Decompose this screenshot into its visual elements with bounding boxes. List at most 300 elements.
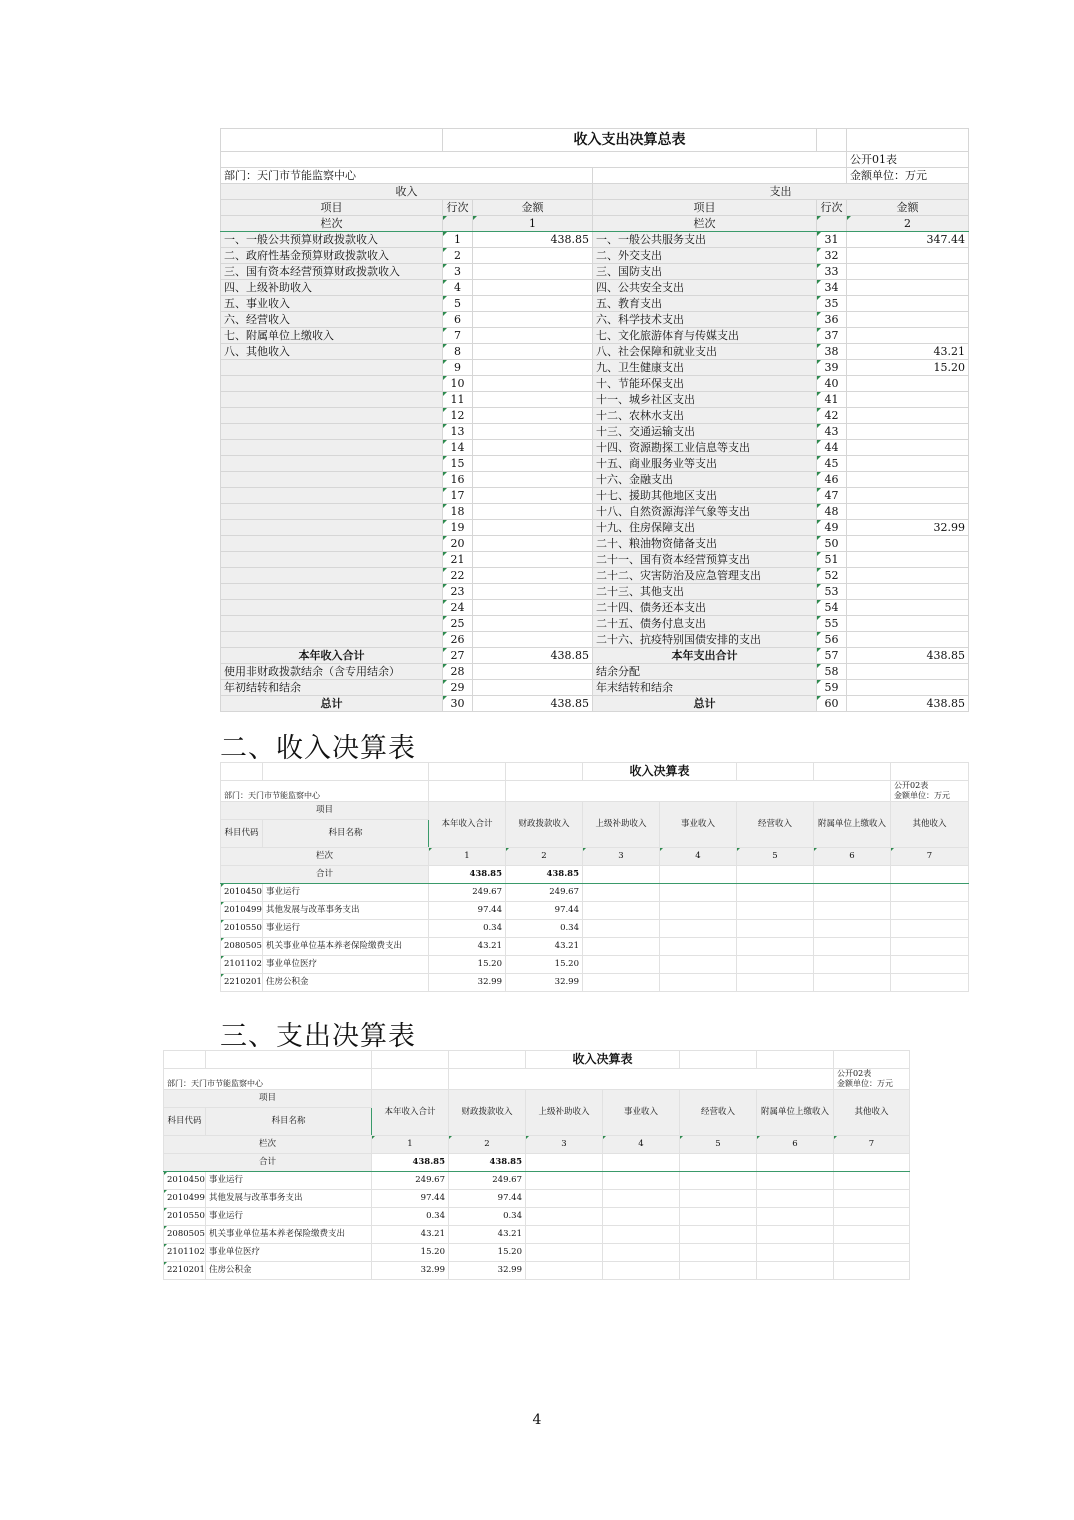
blank-cell [221,152,847,168]
blank-cell [757,1051,834,1069]
income-amount [473,680,593,696]
expense-item: 二十三、其他支出 [593,584,817,600]
income-line: 19 [443,520,473,536]
blank-cell [680,1262,757,1280]
total-value [757,1154,834,1172]
expense-line: 53 [817,584,847,600]
expense-line: 60 [817,696,847,712]
blank-cell [737,938,814,956]
total-value: 438.85 [372,1154,449,1172]
col-order-label: 栏次 [593,216,817,232]
col-item-header: 项目 [593,200,817,216]
expense-item: 总计 [593,696,817,712]
subject-code: 2010450 [164,1172,206,1190]
subject-code: 2080505 [221,938,263,956]
blank-cell [443,216,473,232]
income-amount: 438.85 [473,648,593,664]
unit-label: 金额单位：万元 [847,168,969,184]
income-line: 22 [443,568,473,584]
subject-code: 2010499 [221,902,263,920]
blank-cell [737,902,814,920]
income-amount [473,456,593,472]
section2-heading: 二、收入决算表 [220,733,416,764]
department-label: 部门：天门市节能监察中心 [164,1069,372,1090]
blank-cell [263,763,429,781]
income-line: 3 [443,264,473,280]
income-line: 8 [443,344,473,360]
income-item: 总计 [221,696,443,712]
income-line: 23 [443,584,473,600]
expense-amount [847,584,969,600]
expense-amount [847,488,969,504]
column-header: 经营收入 [737,802,814,848]
income-amount [473,488,593,504]
expense-item: 十四、资源勘探工业信息等支出 [593,440,817,456]
expense-item: 八、社会保障和就业支出 [593,344,817,360]
income-item [221,376,443,392]
row-total: 0.34 [429,920,506,938]
subject-code: 2210201 [221,974,263,992]
expense-line: 47 [817,488,847,504]
income-amount [473,520,593,536]
blank-cell [526,1190,603,1208]
income-item: 本年收入合计 [221,648,443,664]
total-value [660,866,737,884]
col-line-header: 行次 [817,200,847,216]
page-number: 4 [532,1412,542,1428]
order-label: 栏次 [164,1136,372,1154]
total-value [680,1154,757,1172]
blank-cell [526,1262,603,1280]
expense-line: 51 [817,552,847,568]
income-amount [473,408,593,424]
blank-cell [660,902,737,920]
expense-item: 九、卫生健康支出 [593,360,817,376]
income-amount [473,664,593,680]
form-meta [834,1069,910,1090]
column-header: 上级补助收入 [583,802,660,848]
expense-item: 四、公共安全支出 [593,280,817,296]
blank-cell [506,763,583,781]
expense-line: 56 [817,632,847,648]
expense-line: 34 [817,280,847,296]
income-amount [473,376,593,392]
expense-item: 二、外交支出 [593,248,817,264]
blank-cell [680,1226,757,1244]
expense-item: 年末结转和结余 [593,680,817,696]
expense-line: 38 [817,344,847,360]
income-amount [473,312,593,328]
blank-cell [603,1208,680,1226]
project-header: 项目 [221,802,429,820]
income-line: 7 [443,328,473,344]
income-amount: 438.85 [473,696,593,712]
blank-cell [583,884,660,902]
subject-code: 2010550 [221,920,263,938]
code-header: 科目代码 [164,1108,206,1136]
expense-item: 二十六、抗疫特别国债安排的支出 [593,632,817,648]
blank-cell [603,1190,680,1208]
subject-name: 其他发展与改革事务支出 [206,1190,372,1208]
income-line: 15 [443,456,473,472]
income-line: 25 [443,616,473,632]
expense-amount [847,312,969,328]
expense-item: 二十二、灾害防治及应急管理支出 [593,568,817,584]
department-label: 部门：天门市节能监察中心 [221,781,429,802]
blank-cell [834,1244,910,1262]
subject-code: 2101102 [221,956,263,974]
column-number: 1 [429,848,506,866]
column-number: 6 [757,1136,834,1154]
expense-item: 二十一、国有资本经营预算支出 [593,552,817,568]
blank-cell [583,956,660,974]
expense-amount [847,392,969,408]
income-item [221,504,443,520]
expense-amount [847,536,969,552]
income-line: 21 [443,552,473,568]
expense-line: 58 [817,664,847,680]
income-item: 七、附属单位上缴收入 [221,328,443,344]
blank-cell [583,938,660,956]
row-total: 249.67 [372,1172,449,1190]
income-table [220,762,969,992]
column-header: 经营收入 [680,1090,757,1136]
row-total: 97.44 [372,1190,449,1208]
blank-cell [834,1262,910,1280]
blank-cell [891,884,969,902]
expense-line: 52 [817,568,847,584]
row-fiscal: 43.21 [449,1226,526,1244]
column-number: 4 [603,1136,680,1154]
total-value [891,866,969,884]
expense-line: 44 [817,440,847,456]
subject-name: 其他发展与改革事务支出 [263,902,429,920]
income-item: 三、国有资本经营预算财政拨款收入 [221,264,443,280]
row-fiscal: 32.99 [449,1262,526,1280]
income-amount [473,280,593,296]
subject-name: 事业运行 [263,920,429,938]
row-fiscal: 0.34 [506,920,583,938]
col-amount-header: 金额 [847,200,969,216]
total-value [526,1154,603,1172]
column-header: 事业收入 [660,802,737,848]
blank-cell [834,1051,910,1069]
row-fiscal: 249.67 [449,1172,526,1190]
column-number: 6 [814,848,891,866]
expense-amount [847,552,969,568]
expense-amount: 438.85 [847,648,969,664]
row-fiscal: 0.34 [449,1208,526,1226]
blank-cell [757,1226,834,1244]
blank-cell [449,1051,526,1069]
blank-cell [583,920,660,938]
expense-item: 五、教育支出 [593,296,817,312]
total-label: 合计 [221,866,429,884]
blank-cell [583,902,660,920]
blank-cell [817,216,847,232]
subject-name: 住房公积金 [263,974,429,992]
income-amount [473,344,593,360]
blank-cell [603,1262,680,1280]
income-amount [473,264,593,280]
blank-cell [847,129,969,152]
subject-code: 2010499 [164,1190,206,1208]
expense-item: 二十四、债务还本支出 [593,600,817,616]
income-item: 二、政府性基金预算财政拨款收入 [221,248,443,264]
form-code: 公开01表 [847,152,969,168]
table-title: 收入支出决算总表 [443,129,817,152]
expense-item: 二十、粮油物资储备支出 [593,536,817,552]
col-amount-header: 金额 [473,200,593,216]
expense-line: 46 [817,472,847,488]
blank-cell [429,781,506,802]
name-header: 科目名称 [263,820,429,848]
expense-amount: 347.44 [847,232,969,248]
income-line: 6 [443,312,473,328]
expense-amount [847,616,969,632]
expense-item: 十七、援助其他地区支出 [593,488,817,504]
blank-cell [891,763,969,781]
income-item [221,392,443,408]
blank-cell [593,168,847,184]
blank-cell [814,902,891,920]
subject-name: 事业单位医疗 [263,956,429,974]
blank-cell [429,763,506,781]
income-amount [473,616,593,632]
col-item-header: 项目 [221,200,443,216]
blank-cell [891,974,969,992]
blank-cell [526,1172,603,1190]
subject-name: 事业单位医疗 [206,1244,372,1262]
income-item [221,552,443,568]
blank-cell [737,920,814,938]
unit-label: 金额单位：万元 [837,1079,894,1088]
income-amount: 438.85 [473,232,593,248]
unit-label: 金额单位：万元 [894,791,951,800]
blank-cell [891,920,969,938]
form-code: 公开02表 [837,1069,872,1078]
income-item: 五、事业收入 [221,296,443,312]
blank-cell [814,884,891,902]
blank-cell [757,1190,834,1208]
expense-item: 十六、金融支出 [593,472,817,488]
expense-line: 37 [817,328,847,344]
expense-line: 41 [817,392,847,408]
blank-cell [660,938,737,956]
expense-item: 结余分配 [593,664,817,680]
expense-amount [847,280,969,296]
income-line: 30 [443,696,473,712]
blank-cell [680,1172,757,1190]
blank-cell [757,1262,834,1280]
income-item [221,520,443,536]
expense-item: 七、文化旅游体育与传媒支出 [593,328,817,344]
blank-cell [891,938,969,956]
row-fiscal: 249.67 [506,884,583,902]
expense-amount [847,472,969,488]
blank-cell [603,1244,680,1262]
subject-code: 2010550 [164,1208,206,1226]
income-item: 四、上级补助收入 [221,280,443,296]
expense-line: 55 [817,616,847,632]
income-header: 收入 [221,184,593,200]
blank-cell [757,1208,834,1226]
subject-name: 住房公积金 [206,1262,372,1280]
column-number: 5 [737,848,814,866]
form-meta [891,781,969,802]
blank-cell [834,1226,910,1244]
income-line: 4 [443,280,473,296]
col-order-expense: 2 [847,216,969,232]
row-fiscal: 32.99 [506,974,583,992]
income-line: 27 [443,648,473,664]
blank-cell [449,1069,834,1090]
total-value [834,1154,910,1172]
income-item [221,440,443,456]
column-number: 2 [449,1136,526,1154]
expense-amount: 438.85 [847,696,969,712]
subject-code: 2080505 [164,1226,206,1244]
blank-cell [834,1208,910,1226]
income-amount [473,440,593,456]
expense-item: 三、国防支出 [593,264,817,280]
expense-line: 50 [817,536,847,552]
row-total: 32.99 [372,1262,449,1280]
subject-name: 机关事业单位基本养老保险缴费支出 [263,938,429,956]
income-item [221,632,443,648]
income-amount [473,600,593,616]
blank-cell [834,1172,910,1190]
blank-cell [660,974,737,992]
name-header: 科目名称 [206,1108,372,1136]
expense-amount [847,296,969,312]
row-fiscal: 15.20 [449,1244,526,1262]
blank-cell [221,763,263,781]
expense-line: 42 [817,408,847,424]
blank-cell [680,1190,757,1208]
expense-amount [847,376,969,392]
income-amount [473,568,593,584]
income-line: 2 [443,248,473,264]
income-amount [473,504,593,520]
blank-cell [526,1244,603,1262]
income-amount [473,328,593,344]
expense-line: 39 [817,360,847,376]
expense-item: 十、节能环保支出 [593,376,817,392]
blank-cell [814,956,891,974]
expense-item: 十一、城乡社区支出 [593,392,817,408]
expense-amount [847,408,969,424]
expense-header: 支出 [593,184,969,200]
row-total: 15.20 [429,956,506,974]
income-item [221,360,443,376]
expense-table [163,1050,910,1280]
income-amount [473,296,593,312]
form-code: 公开02表 [894,781,929,790]
column-number: 4 [660,848,737,866]
expense-item: 十九、住房保障支出 [593,520,817,536]
expense-line: 40 [817,376,847,392]
expense-line: 59 [817,680,847,696]
income-item: 八、其他收入 [221,344,443,360]
income-amount [473,360,593,376]
blank-cell [737,974,814,992]
income-amount [473,552,593,568]
income-line: 11 [443,392,473,408]
income-amount [473,536,593,552]
income-line: 10 [443,376,473,392]
income-item [221,600,443,616]
row-total: 0.34 [372,1208,449,1226]
column-header: 财政拨款收入 [449,1090,526,1136]
column-header: 其他收入 [834,1090,910,1136]
column-number: 1 [372,1136,449,1154]
column-header: 上级补助收入 [526,1090,603,1136]
blank-cell [526,1226,603,1244]
subject-code: 2010450 [221,884,263,902]
income-line: 1 [443,232,473,248]
blank-cell [737,884,814,902]
total-value: 438.85 [429,866,506,884]
income-line: 18 [443,504,473,520]
income-line: 12 [443,408,473,424]
income-amount [473,424,593,440]
row-fiscal: 97.44 [449,1190,526,1208]
blank-cell [814,920,891,938]
income-item: 年初结转和结余 [221,680,443,696]
column-header: 事业收入 [603,1090,680,1136]
expense-line: 54 [817,600,847,616]
project-header: 项目 [164,1090,372,1108]
blank-cell [814,974,891,992]
expense-amount: 43.21 [847,344,969,360]
income-amount [473,392,593,408]
income-line: 20 [443,536,473,552]
blank-cell [814,938,891,956]
expense-amount [847,440,969,456]
row-total: 43.21 [429,938,506,956]
subject-name: 事业运行 [206,1172,372,1190]
blank-cell [737,956,814,974]
income-item [221,568,443,584]
income-amount [473,248,593,264]
income-amount [473,584,593,600]
expense-amount [847,424,969,440]
total-value [737,866,814,884]
row-total: 97.44 [429,902,506,920]
expense-amount: 15.20 [847,360,969,376]
income-item [221,616,443,632]
row-fiscal: 15.20 [506,956,583,974]
expense-line: 35 [817,296,847,312]
subject-code: 2210201 [164,1262,206,1280]
expense-amount: 32.99 [847,520,969,536]
income-item: 六、经营收入 [221,312,443,328]
expense-amount [847,632,969,648]
income-item [221,456,443,472]
blank-cell [737,763,814,781]
expense-amount [847,600,969,616]
expense-line: 45 [817,456,847,472]
expense-amount [847,504,969,520]
column-header: 其他收入 [891,802,969,848]
expense-item: 十五、商业服务业等支出 [593,456,817,472]
code-header: 科目代码 [221,820,263,848]
expense-line: 32 [817,248,847,264]
column-header: 财政拨款收入 [506,802,583,848]
summary-table [220,128,969,712]
blank-cell [221,129,443,152]
